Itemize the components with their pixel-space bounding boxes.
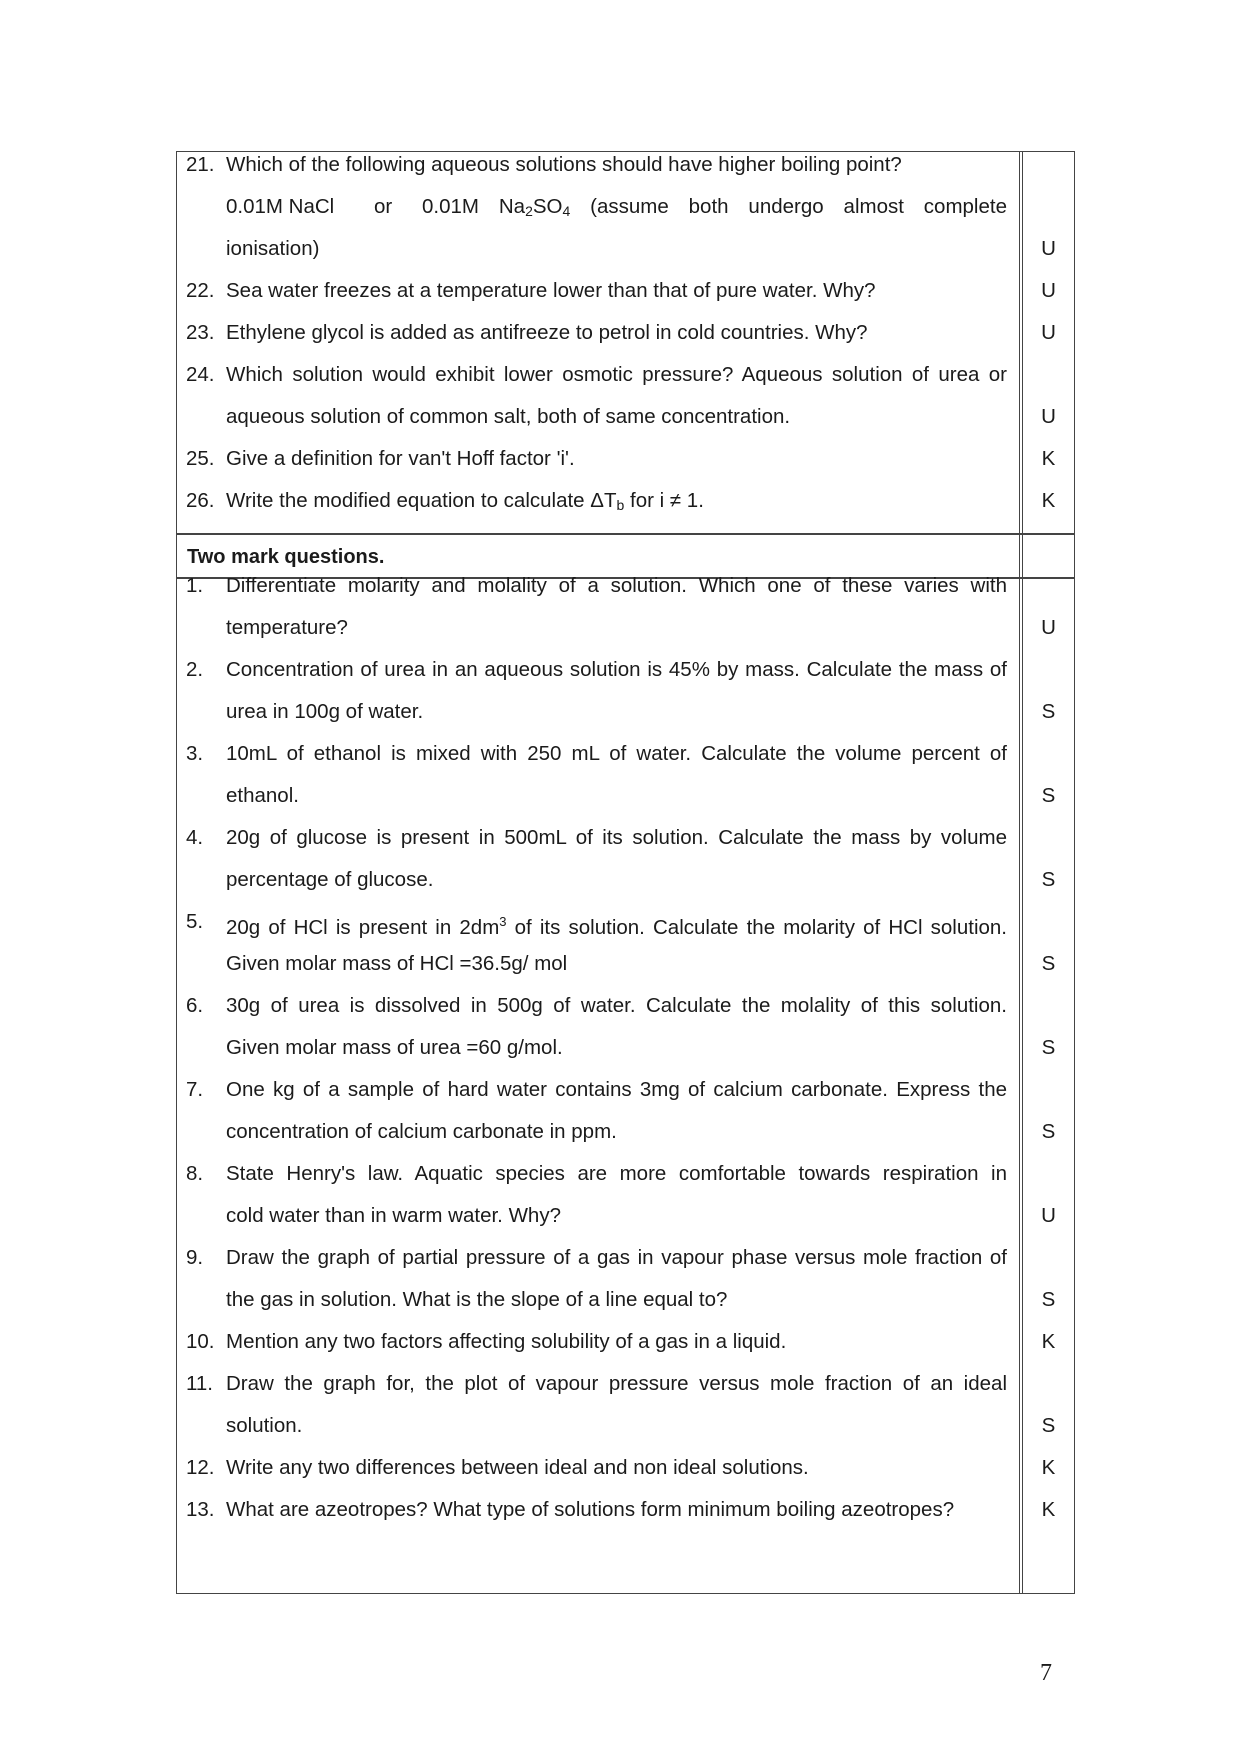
two-mark-q5-line-1 [176, 901, 1075, 943]
question-text: Given molar mass of urea =60 g/mol. [226, 1036, 563, 1059]
question-text: Mention any two factors affecting solubility of a gas in a liquid. [226, 1330, 787, 1353]
two-mark-q4-line-1 [176, 817, 1075, 859]
cognitive-level: K [1041, 447, 1056, 470]
option-a: 0.01M NaCl [226, 195, 335, 218]
question-number: 24. [186, 363, 215, 386]
question-text: Draw the graph for, the plot of vapour pressure versus mole fraction of an ideal [226, 1372, 1007, 1395]
two-mark-q7-line-1 [176, 1069, 1075, 1111]
question-23 [176, 312, 1075, 354]
two-mark-q2-line-2 [176, 691, 1075, 733]
question-26 [176, 480, 1075, 522]
two-mark-q8-line-2 [176, 1195, 1075, 1237]
question-text: the gas in solution. What is the slope of a line equal to? [226, 1288, 728, 1311]
question-number: 8. [186, 1162, 204, 1185]
question-number: 10. [186, 1330, 215, 1353]
two-mark-q10 [176, 1321, 1075, 1363]
question-text: Concentration of urea in an aqueous solution is 45% by mass. Calculate the mass of [226, 658, 1007, 681]
question-text: ethanol. [226, 784, 299, 807]
question-text: Give a definition for van't Hoff factor 'i'. [226, 447, 575, 470]
question-number: 26. [186, 489, 215, 512]
question-text: 20g of HCl is present in $2dm^3$ of its solution. Calculate the molarity of HCl solution. [226, 914, 1007, 939]
cognitive-level: K [1041, 1330, 1056, 1353]
question-text: concentration of calcium carbonate in ppm. [226, 1120, 617, 1143]
question-number: 5. [186, 910, 204, 933]
question-text: Given molar mass of HCl =36.5g/ mol [226, 952, 568, 975]
two-mark-q6-line-1 [176, 985, 1075, 1027]
question-text: 10mL of ethanol is mixed with 250 mL of water. Calculate the volume percent of [226, 742, 1007, 765]
two-mark-q5-line-2 [176, 943, 1075, 985]
cognitive-level: S [1041, 1120, 1056, 1143]
cognitive-level: K [1041, 1456, 1056, 1479]
question-number: 12. [186, 1456, 215, 1479]
cognitive-level: S [1041, 700, 1056, 723]
question-22 [176, 270, 1075, 312]
question-number: 9. [186, 1246, 204, 1269]
question-number: 11. [186, 1372, 213, 1395]
cognitive-level: U [1041, 616, 1056, 639]
question-text: percentage of glucose. [226, 868, 434, 891]
two-mark-q3-line-2 [176, 775, 1075, 817]
cognitive-level: U [1041, 405, 1056, 428]
two-mark-q3-line-1 [176, 733, 1075, 775]
two-mark-q2-line-1 [176, 649, 1075, 691]
question-number: 2. [186, 658, 204, 681]
two-mark-q11-line-1 [176, 1363, 1075, 1405]
cognitive-level: U [1041, 279, 1056, 302]
option-b: 0.01M $Na_2SO_4$ (assume both undergo almost complete [422, 195, 1007, 219]
two-mark-q11-line-2 [176, 1405, 1075, 1447]
two-mark-q1-line-1 [176, 565, 1075, 607]
two-mark-q9-line-2 [176, 1279, 1075, 1321]
question-text: One kg of a sample of hard water contains 3mg of calcium carbonate. Express the [226, 1078, 1007, 1101]
question-text: State Henry's law. Aquatic species are more comfortable towards respiration in [226, 1162, 1007, 1185]
question-text: Draw the graph of partial pressure of a gas in vapour phase versus mole fraction of [226, 1246, 1007, 1269]
question-text: Write any two differences between ideal and non ideal solutions. [226, 1456, 809, 1479]
question-24-line-1 [176, 354, 1075, 396]
option-or: or [374, 195, 393, 218]
question-text: cold water than in warm water. Why? [226, 1204, 561, 1227]
question-text: 20g of glucose is present in 500mL of its solution. Calculate the mass by volume [226, 826, 1007, 849]
question-number: 7. [186, 1078, 204, 1101]
cognitive-level: U [1041, 1204, 1056, 1227]
cognitive-level: S [1041, 784, 1056, 807]
question-21-line-1 [176, 144, 1075, 186]
question-text: Ethylene glycol is added as antifreeze to petrol in cold countries. Why? [226, 321, 868, 344]
question-text: Differentiate molarity and molality of a solution. Which one of these varies with [226, 574, 1007, 597]
cognitive-level: K [1041, 489, 1056, 512]
cognitive-level: S [1041, 868, 1056, 891]
cognitive-level: U [1041, 321, 1056, 344]
cognitive-level: S [1041, 1036, 1056, 1059]
question-text: Write the modified equation to calculate $\Delta T_b$ for i ≠ 1. [226, 489, 704, 513]
cognitive-level: K [1041, 1498, 1056, 1521]
question-number: 22. [186, 279, 215, 302]
question-number: 3. [186, 742, 204, 765]
question-text: urea in 100g of water. [226, 700, 424, 723]
question-number: 6. [186, 994, 204, 1017]
two-mark-q12 [176, 1447, 1075, 1489]
question-25 [176, 438, 1075, 480]
two-mark-q13 [176, 1489, 1075, 1531]
section-title: Two mark questions. [187, 546, 385, 568]
question-text: Which of the following aqueous solutions should have higher boiling point? [226, 153, 902, 176]
two-mark-q1-line-2 [176, 607, 1075, 649]
question-number: 4. [186, 826, 204, 849]
page-number: 7 [1040, 1660, 1052, 1686]
question-text: 30g of urea is dissolved in 500g of water. Calculate the molality of this solution. [226, 994, 1007, 1017]
two-mark-q6-line-2 [176, 1027, 1075, 1069]
two-mark-q9-line-1 [176, 1237, 1075, 1279]
question-number: 1. [186, 574, 204, 597]
question-number: 21. [186, 153, 215, 176]
cognitive-level: S [1041, 1288, 1056, 1311]
question-21-line-3 [176, 228, 1075, 270]
question-21-line-2 [176, 186, 1075, 228]
cognitive-level: S [1041, 952, 1056, 975]
question-text: solution. [226, 1414, 303, 1437]
question-text: ionisation) [226, 237, 320, 260]
question-text: temperature? [226, 616, 348, 639]
question-text: Which solution would exhibit lower osmotic pressure? Aqueous solution of urea or [226, 363, 1007, 386]
cognitive-level: U [1041, 237, 1056, 260]
two-mark-q8-line-1 [176, 1153, 1075, 1195]
question-text: Sea water freezes at a temperature lower than that of pure water. Why? [226, 279, 876, 302]
cognitive-level: S [1041, 1414, 1056, 1437]
two-mark-q4-line-2 [176, 859, 1075, 901]
question-number: 23. [186, 321, 215, 344]
question-number: 13. [186, 1498, 215, 1521]
question-text: What are azeotropes? What type of solutions form minimum boiling azeotropes? [226, 1498, 955, 1521]
two-mark-q7-line-2 [176, 1111, 1075, 1153]
question-24-line-2 [176, 396, 1075, 438]
question-number: 25. [186, 447, 215, 470]
question-text: aqueous solution of common salt, both of same concentration. [226, 405, 791, 428]
